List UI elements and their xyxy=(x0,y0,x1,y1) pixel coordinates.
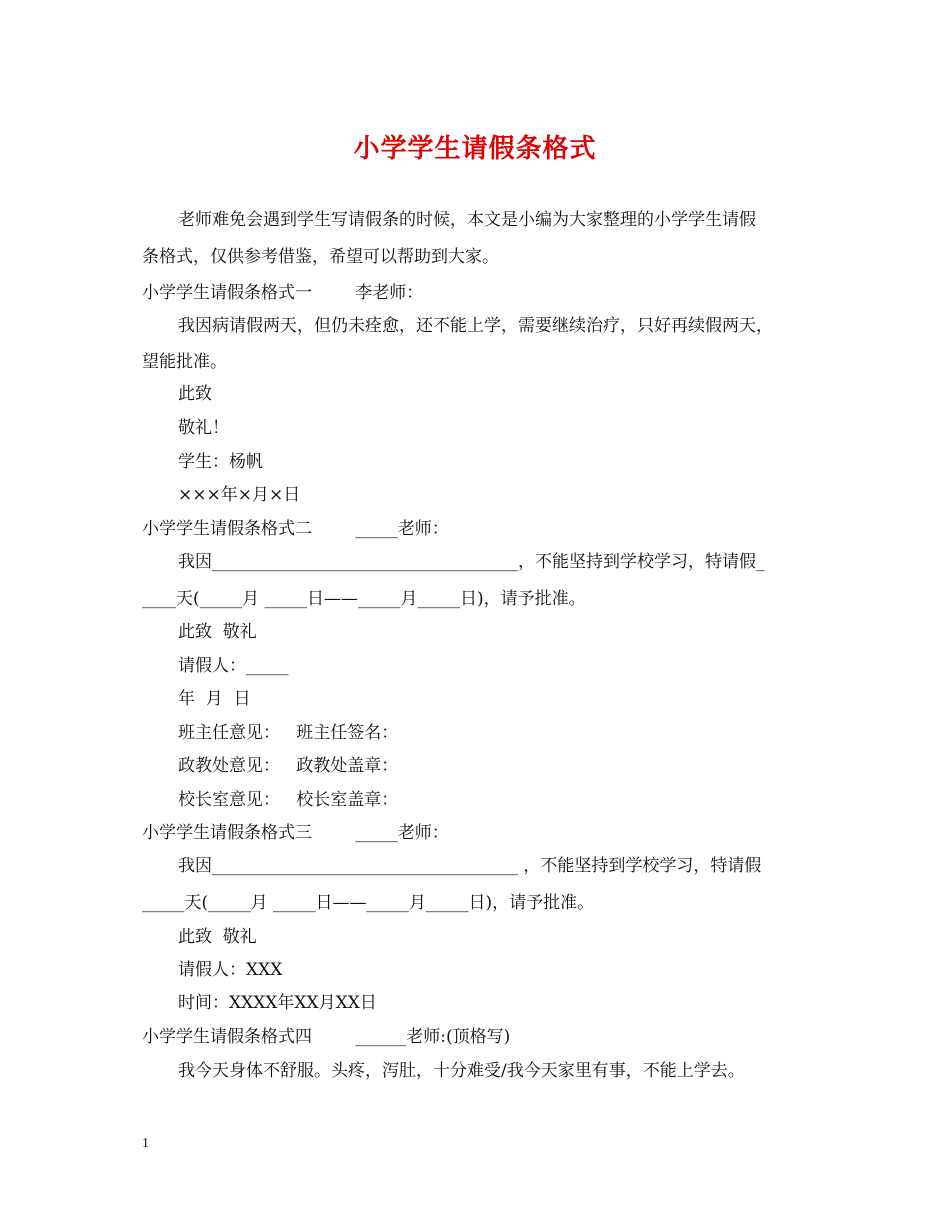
section-2-date: 年 月 日 xyxy=(178,689,251,709)
section-1-date: ×××年×月×日 xyxy=(178,485,301,505)
section-2-body-line-2: ____天(_____月 _____日——_____月_____日)，请予批准。 xyxy=(142,589,586,609)
section-3-closing: 此致 敬礼 xyxy=(178,927,257,947)
section-3-heading: 小学学生请假条格式三 _____老师： xyxy=(142,823,449,843)
section-2-body-line-1: 我因____________________________________，不能坚持到学校学习，特请假_ xyxy=(178,552,765,572)
page-number: 1 xyxy=(142,1136,149,1151)
section-2-headteacher: 班主任意见： 班主任签名： xyxy=(178,723,399,743)
section-4-heading: 小学学生请假条格式四 ______老师:(顶格写) xyxy=(142,1027,511,1047)
section-1-heading: 小学学生请假条格式一 李老师： xyxy=(142,283,424,303)
section-4-body-line-1: 我今天身体不舒服。头疼，泻肚，十分难受/我今天家里有事，不能上学去。 xyxy=(178,1061,745,1081)
section-1-signature: 学生：杨帆 xyxy=(178,452,263,472)
document-title: 小学学生请假条格式 xyxy=(353,134,597,164)
section-1-body-line-1: 我因病请假两天，但仍未痊愈，还不能上学，需要继续治疗，只好再续假两天， xyxy=(178,316,773,336)
intro-line-1: 老师难免会遇到学生写请假条的时候，本文是小编为大家整理的小学学生请假 xyxy=(178,210,756,230)
section-3-body-line-2: _____天(_____月 _____日——_____月_____日)，请予批准。 xyxy=(142,893,595,913)
section-3-applicant: 请假人：XXX xyxy=(178,960,283,980)
section-3-date: 时间：XXXX年XX月XX日 xyxy=(178,993,377,1013)
section-2-applicant: 请假人：_____ xyxy=(178,656,289,676)
section-1-closing: 此致 xyxy=(178,384,212,404)
section-1-body-line-2: 望能批准。 xyxy=(142,352,227,372)
section-1-salute: 敬礼！ xyxy=(178,418,229,438)
section-3-body-line-1: 我因____________________________________ ，不能坚持到学校学习，特请假 xyxy=(178,856,762,876)
section-2-closing: 此致 敬礼 xyxy=(178,622,257,642)
section-2-office: 政教处意见： 政教处盖章： xyxy=(178,756,399,776)
section-2-principal: 校长室意见： 校长室盖章： xyxy=(178,790,399,810)
intro-line-2: 条格式，仅供参考借鉴，希望可以帮助到大家。 xyxy=(142,247,499,267)
section-2-heading: 小学学生请假条格式二 _____老师： xyxy=(142,519,449,539)
